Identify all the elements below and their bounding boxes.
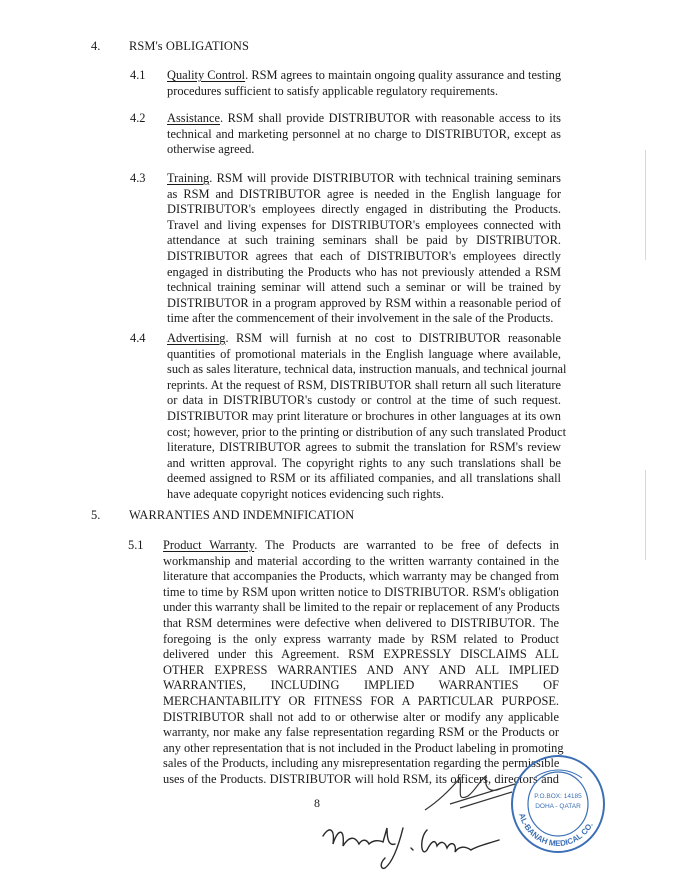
clause-4-2 — [167, 111, 561, 158]
clause-line: warranty, nor make any false representation regarding RSM or the Products or — [163, 725, 559, 740]
clause-line: cost; however, prior to the printing or distribution of any such translated Product — [167, 424, 567, 439]
stamp-ring-text — [517, 812, 595, 848]
clause-number: 4.2 — [130, 111, 146, 125]
section-number: 4. — [91, 39, 101, 53]
company-stamp — [508, 752, 608, 856]
clause-5-1 — [163, 538, 564, 788]
clause-heading: Product Warranty — [163, 538, 255, 552]
section-title: WARRANTIES AND INDEMNIFICATION — [129, 508, 355, 522]
clause-line: DISTRIBUTOR agrees that each of DISTRIBUTOR's employees directly — [167, 248, 561, 263]
stamp-ring-text-path: AL-BANAH MEDICAL CO. — [517, 812, 595, 849]
clause-line: such as sales literature, technical data, instruction manuals, and technical journal — [167, 362, 567, 377]
clause-line: time after the commencement of their involvement in the sale of the Products. — [167, 311, 554, 326]
clause-line: DISTRIBUTOR in a program approved by RSM within a reasonable period of — [167, 295, 561, 310]
page-number: 8 — [314, 796, 320, 810]
clause-line: any other representation that is not included in the Product labeling in promoting — [163, 740, 564, 755]
clause-line: DISTRIBUTOR may print literature or brochures in other languages at its own — [167, 408, 561, 423]
clause-line: reprints. At the request of RSM, DISTRIBUTOR shall return all such literature — [167, 377, 561, 392]
scan-artifact-line — [645, 150, 646, 260]
clause-line: MERCHANTABILITY OR FITNESS FOR A PARTICULAR PURPOSE. — [163, 693, 559, 708]
clause-line: literature that accompanies the Products, which warranty may be changed from — [163, 569, 559, 584]
clause-text: . RSM agrees to maintain ongoing quality assurance and testing — [245, 68, 562, 82]
clause-line: or data in DISTRIBUTOR's custody or control at the time of such request. — [167, 393, 561, 408]
clause-line: technical and marketing personnel at no charge to DISTRIBUTOR, except as — [167, 126, 561, 141]
clause-line: under this warranty shall be limited to the repair or replacement of any Products — [163, 600, 560, 615]
clause-text: . RSM shall provide DISTRIBUTOR with reasonable access to its — [220, 111, 561, 125]
clause-line — [167, 171, 561, 187]
clause-heading: Quality Control — [167, 68, 246, 82]
clause-line: DISTRIBUTOR's employees directly engaged in distributing the Products. — [167, 202, 561, 217]
initials-signature — [420, 770, 520, 820]
clause-4-4 — [167, 331, 567, 503]
clause-text: . RSM will furnish at no cost to DISTRIBUTOR reasonable — [225, 331, 561, 345]
section-title: RSM's OBLIGATIONS — [129, 39, 249, 53]
clause-text: . RSM will provide DISTRIBUTOR with technical training seminars — [209, 171, 561, 185]
clause-4-1 — [167, 68, 561, 99]
clause-line: technical training seminar will attend such a seminar or will be trained by — [167, 280, 561, 295]
clause-heading: Advertising — [167, 331, 226, 345]
clause-line: Travel and living expenses for DISTRIBUTOR's employees connected with — [167, 217, 561, 232]
section-4-heading — [91, 39, 249, 55]
clause-line: engaged in distributing the Products who has not previously attended a RSM — [167, 264, 561, 279]
handwritten-signature — [315, 818, 505, 876]
clause-line: procedures sufficient to satisfy applicable regulatory requirements. — [167, 83, 499, 98]
stamp-city: DOHA - QATAR — [535, 803, 581, 810]
clause-line: deemed assigned to RSM or its affiliated companies, and all translations shall — [167, 471, 561, 486]
clause-heading: Assistance — [167, 111, 220, 125]
stamp-pobox: P.O.BOX: 14185 — [534, 793, 582, 800]
clause-line: foregoing is the only express warranty made by RSM related to Product — [163, 631, 559, 646]
clause-line: as RSM and DISTRIBUTOR agree is needed in the English language for — [167, 186, 561, 201]
section-5-heading — [91, 508, 355, 524]
clause-line: that RSM determines were defective when delivered to DISTRIBUTOR. The — [163, 615, 559, 630]
clause-line — [163, 538, 559, 554]
clause-line: DISTRIBUTOR shall not add to or otherwise alter or modify any applicable — [163, 709, 559, 724]
clause-line: OTHER EXPRESS WARRANTIES AND ANY AND ALL IMPLIED — [163, 662, 559, 677]
clause-line: quantities of promotional materials in the English language where available, — [167, 346, 561, 361]
clause-line: otherwise agreed. — [167, 142, 255, 157]
clause-line — [167, 331, 561, 347]
clause-line: delivered under this Agreement. RSM EXPRESSLY DISCLAIMS ALL — [163, 647, 559, 662]
clause-4-3 — [167, 171, 561, 327]
clause-heading: Training — [167, 171, 210, 185]
clause-line: sales of the Products, including any misrepresentation regarding the permissible — [163, 756, 560, 771]
clause-number: 5.1 — [128, 538, 144, 552]
clause-line: and written approval. The copyright rights to any such translations shall be — [167, 455, 561, 470]
clause-line: workmanship and material according to the written warranty contained in the — [163, 553, 559, 568]
section-number: 5. — [91, 508, 101, 522]
clause-number: 4.3 — [130, 171, 146, 185]
clause-text: . The Products are warranted to be free of defects in — [254, 538, 559, 552]
clause-line: WARRANTIES, INCLUDING IMPLIED WARRANTIES OF — [163, 678, 559, 693]
clause-line: attendance at such training seminars shall be paid by DISTRIBUTOR. — [167, 233, 561, 248]
clause-line: have adequate copyright notices evidencing such rights. — [167, 486, 444, 501]
clause-line: uses of the Products. DISTRIBUTOR will hold RSM, its officers, directors and — [163, 771, 559, 786]
clause-line — [167, 111, 561, 127]
scan-artifact-line — [645, 470, 646, 560]
clause-line — [167, 68, 561, 84]
clause-number: 4.4 — [130, 331, 146, 345]
clause-line: time to time by RSM upon written notice to DISTRIBUTOR. RSM's obligation — [163, 584, 559, 599]
clause-number: 4.1 — [130, 68, 146, 82]
clause-line: literature, DISTRIBUTOR agrees to submit the translation for RSM's review — [167, 440, 561, 455]
